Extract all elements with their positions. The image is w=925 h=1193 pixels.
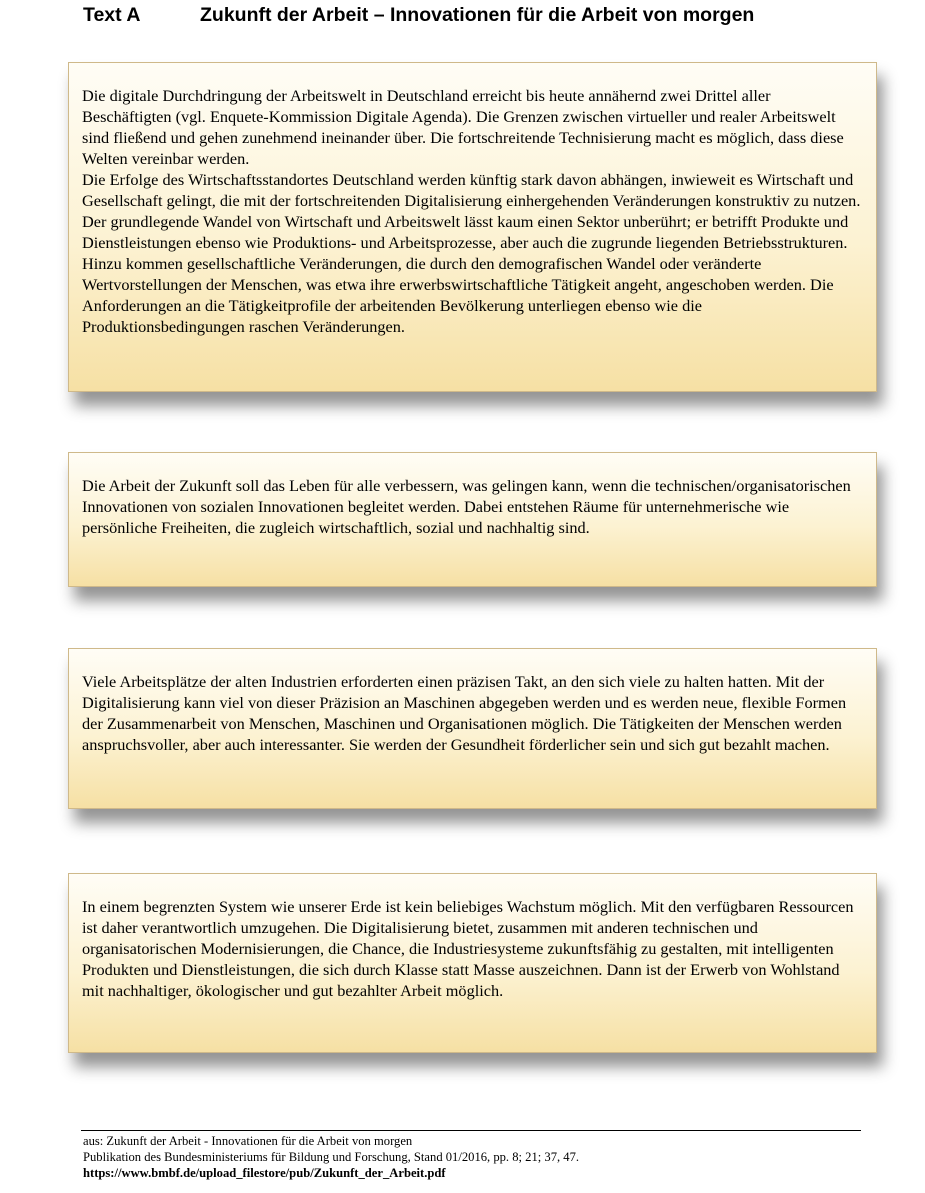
source-footer <box>83 1133 579 1181</box>
text-box-future-work <box>68 452 877 587</box>
paragraph: Die Erfolge des Wirtschaftsstandortes Deutschland werden künftig stark davon abhängen, inwieweit es Wirtschaft und Gesellschaft gelingt, die mit der fortschreitenden Digitalisierung einhergehenden Veränderungen konstruktiv zu nutzen. Der grundlegende Wandel von Wirtschaft und Arbeitswelt lässt kaum einen Sektor unberührt; er betrifft Produkte und Dienstleistungen ebenso wie Produktions- und Arbeitsprozesse, aber auch die zugrunde liegenden Betriebsstrukturen. Hinzu kommen gesellschaftliche Veränderungen, die durch den demografischen Wandel oder veränderte Wertvorstellungen der Menschen, was etwa ihre erwerbswirtschaftliche Tätigkeit angeht, angeschoben werden. Die Anforderungen an die Tätigkeitprofile der arbeitenden Bevölkerung unterliegen ebenso wie die Produktionsbedingungen raschen Veränderungen. <box>82 170 861 336</box>
paragraph: Die digitale Durchdringung der Arbeitswelt in Deutschland erreicht bis heute annähernd zwei Drittel aller Beschäftigten (vgl. Enquete-Kommission Digitale Agenda). Die Grenzen zwischen virtueller und realer Arbeitswelt sind fließend und gehen zunehmend ineinander über. Die fortschreitende Technisierung macht es möglich, dass diese Welten vereinbar werden. <box>82 86 844 168</box>
paragraph: In einem begrenzten System wie unserer Erde ist kein beliebiges Wachstum möglich. Mit den verfügbaren Ressourcen ist daher verantwortlich umzugehen. Die Digitalisierung bietet, zusammen mit anderen technischen und organisatorischen Modernisierungen, die Chance, die Industriesysteme zukunftsfähig zu gestalten, mit intelligenten Produkten und Dienstleistungen, die sich durch Klasse statt Masse auszeichnen. Dann ist der Erwerb von Wohlstand mit nachhaltiger, ökologischer und gut bezahlter Arbeit möglich. <box>82 897 854 1000</box>
source-title: aus: Zukunft der Arbeit - Innovationen für die Arbeit von morgen <box>83 1134 413 1148</box>
source-url: https://www.bmbf.de/upload_filestore/pub/Zukunft_der_Arbeit.pdf <box>83 1166 446 1180</box>
text-box-workplaces <box>68 648 877 809</box>
paragraph: Viele Arbeitsplätze der alten Industrien erforderten einen präzisen Takt, an den sich viele zu halten hatten. Mit der Digitalisierung kann viel von dieser Präzision an Maschinen abgegeben werden und es werden neue, flexible Formen der Zusammenarbeit von Menschen, Maschinen und Organisationen möglich. Die Tätigkeiten der Menschen werden anspruchsvoller, aber auch interessanter. Sie werden der Gesundheit förderlicher sein und sich gut bezahlt machen. <box>82 672 847 754</box>
text-box-sustainable-growth <box>68 873 877 1053</box>
source-publisher: Publikation des Bundesministeriums für Bildung und Forschung, Stand 01/2016, pp. 8; 21; 37, 47. <box>83 1150 580 1164</box>
paragraph: Die Arbeit der Zukunft soll das Leben für alle verbessern, was gelingen kann, wenn die technischen/organisatorischen Innovationen von sozialen Innovationen begleitet werden. Dabei entstehen Räume für unternehmerische wie persönliche Freiheiten, die zugleich wirtschaftlich, sozial und nachhaltig sind. <box>82 476 851 537</box>
text-label: Text A <box>83 4 141 26</box>
footer-divider <box>81 1130 861 1131</box>
page-title: Zukunft der Arbeit – Innovationen für die Arbeit von morgen <box>200 4 755 26</box>
text-box-digital-penetration <box>68 62 877 392</box>
